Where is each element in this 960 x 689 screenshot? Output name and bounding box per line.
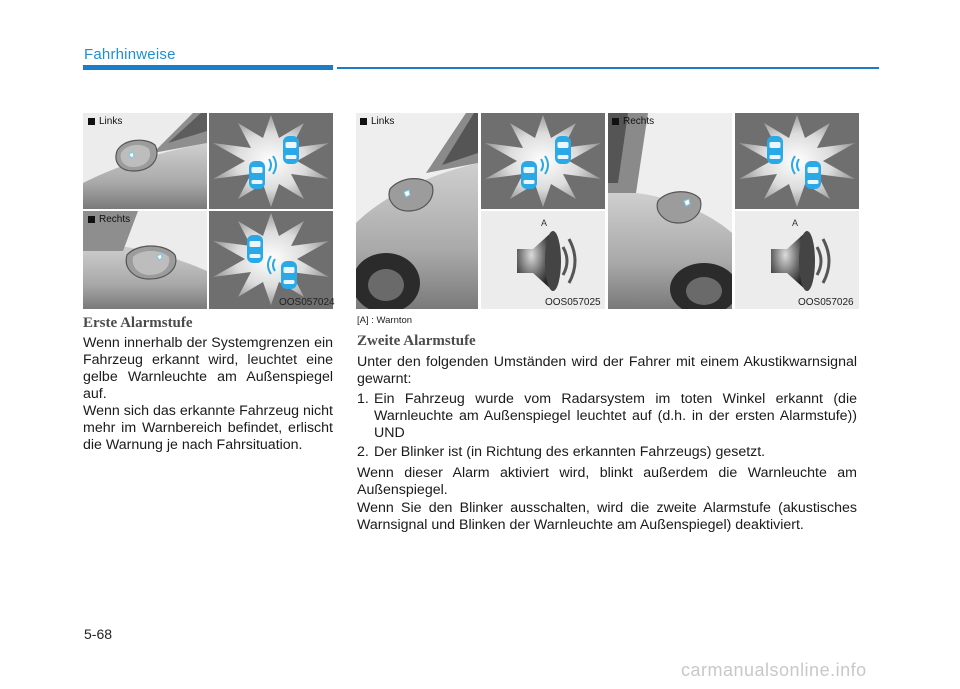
bullet-square-icon [612,118,619,125]
bullet-square-icon [88,216,95,223]
header-rule-thick [83,65,333,70]
bullet-square-icon [360,118,367,125]
figure-radar-left [209,113,333,209]
figure-radar-right-3 [735,113,859,209]
section-title: Fahrhinweise [84,46,176,63]
caption-links-2-text: Links [371,116,395,127]
watermark: carmanualsonline.info [681,660,867,680]
caption-rechts [88,214,130,225]
caption-rechts-3 [612,116,654,127]
caption-rechts-3-text: Rechts [623,116,655,127]
figure-mirror-right [83,211,207,309]
page-number: 5-68 [84,626,113,642]
figure-note: [A] : Warnton [357,315,413,326]
figure-code-1: OOS057024 [279,297,335,308]
header-rule-thin [337,67,879,69]
list-item-text: Ein Fahrzeug wurde vom Radarsystem im toten Winkel erkannt (die Warnleuchte am Außenspiegel leuchtet auf (d.h. in der ersten Alarmstufe)) UND [374,391,857,441]
caption-rechts-text: Rechts [99,214,131,225]
paragraph-intro: Unter den folgenden Umständen wird der Fahrer mit einem Akustikwarnsignal gewarnt: [357,354,857,387]
marker-a-1: A [541,218,548,228]
heading-erste-alarmstufe: Erste Alarmstufe [83,315,193,331]
bullet-square-icon [88,118,95,125]
paragraph-first-stage: Wenn innerhalb der Systemgrenzen ein Fahrzeug erkannt wird, leuchtet eine gelbe Warnleuchte am Außenspiegel auf. [83,335,333,402]
list-number: 2. [357,444,369,460]
caption-links [88,116,122,127]
figure-mirror-left [83,113,207,209]
caption-links-text: Links [99,116,123,127]
figure-car-side-left [356,113,478,309]
paragraph-blink: Wenn dieser Alarm aktiviert wird, blinkt außerdem die Warnleuchte am Außenspiegel. [357,465,857,498]
list-item [357,444,857,461]
list-item-text: Der Blinker ist (in Richtung des erkannten Fahrzeugs) gesetzt. [374,444,766,460]
paragraph-warning-off: Wenn sich das erkannte Fahrzeug nicht mehr im Warnbereich befindet, erlischt die Warnung je nach Fahrsituation. [83,403,333,453]
heading-zweite-alarmstufe: Zweite Alarmstufe [357,333,476,349]
list-number: 1. [357,391,369,407]
paragraph-deactivate: Wenn Sie den Blinker ausschalten, wird die zweite Alarmstufe (akustisches Warnsignal und Blinken der Warnleuchte am Außenspiegel) deaktiviert. [357,500,857,533]
figure-radar-right [209,211,333,309]
figure-car-side-right [608,113,732,309]
figure-code-2: OOS057025 [545,297,601,308]
caption-links-2 [360,116,394,127]
figure-radar-left-2 [481,113,605,209]
figure-code-3: OOS057026 [798,297,854,308]
list-item [357,391,857,442]
marker-a-2: A [792,218,799,228]
